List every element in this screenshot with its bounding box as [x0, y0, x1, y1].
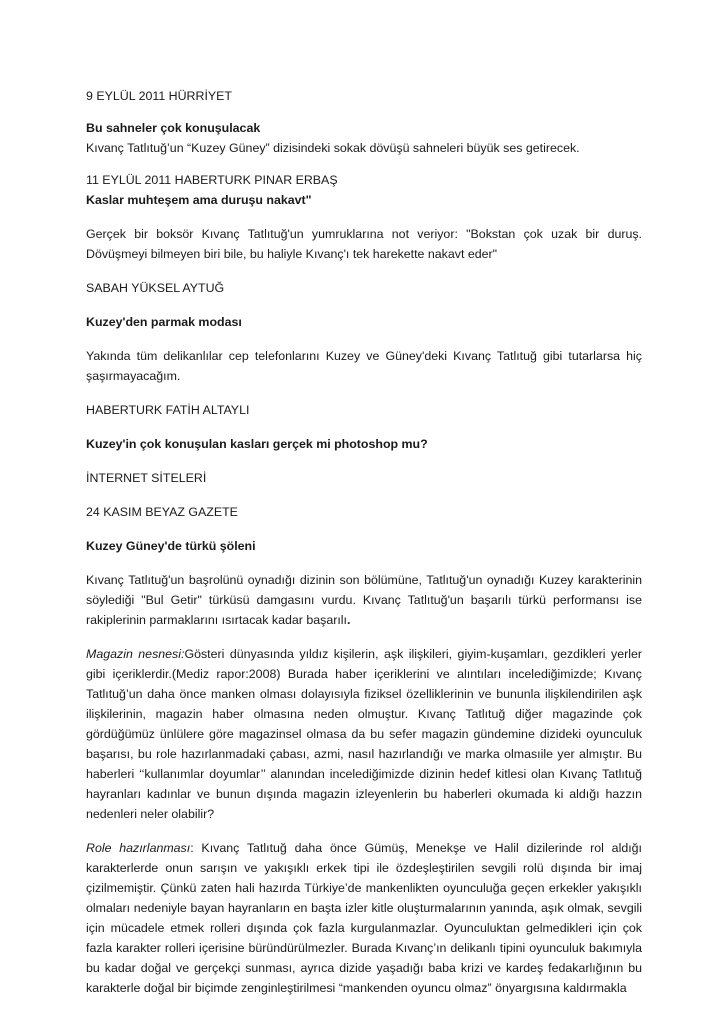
role-label: Role hazırlanması [86, 841, 191, 855]
haberturk-quote: Gerçek bir boksör Kıvanç Tatlıtuğ'un yumruklarına not veriyor: "Bokstan çok uzak bir duruş. Dövüşmeyi bilmeyen biri bile, bu haliyle Kıvanç'ı tek harekette nakavt eder" [86, 227, 642, 261]
magazin-label: Magazin nesnesi: [86, 647, 185, 661]
altayli-source: HABERTURK FATİH ALTAYLI [86, 403, 250, 417]
magazin-paragraph [86, 644, 642, 824]
altayli-headline: Kuzey'in çok konuşulan kasları gerçek mi photoshop mu? [86, 437, 428, 451]
sabah-headline: Kuzey'den parmak modası [86, 315, 242, 329]
date-hurriyet: 9 EYLÜL 2011 HÜRRİYET [86, 89, 232, 103]
date-haberturk: 11 EYLÜL 2011 HABERTURK PINAR ERBAŞ [86, 173, 338, 187]
hurriyet-headline: Bu sahneler çok konuşulacak [86, 121, 261, 135]
document-page [86, 86, 642, 998]
beyaz-text-end: . [347, 613, 351, 627]
role-text: : Kıvanç Tatlıtuğ daha önce Gümüş, Menekşe ve Halil dizilerinde rol aldığı karakterlerde onun sarışın ve yakışıklı erkek tipi ile özdeşleştirilen sevgili rolü dışında bir imaj çizilmemiştir. Çünkü zaten hali hazırda Türkiye’de mankenlikten oyunculuğa geçen erkekler yakışıklı olmaları nedeniyle bayan hayranların en başta izler kitle oluşturmalarının yanında, aşık olmak, sevgili için mücadele etmek rolleri dışında çok fazla kurgulanmazlar. Oyunculuktan gelmedikleri için çok fazla karakter rolleri içerisine büründürülmezler. Burada Kıvanç’ın delikanlı tipini oyunculuk bakımıyla bu kadar doğal ve gerçekçi sunması, ayrıca dizide yaşadığı baba krizi ve kardeş fedakarlığının bu karakterle doğal bir biçimde zenginleştirilmesi “mankenden oyuncu olmaz” önyargısına kaldırmakla [86, 841, 642, 995]
haberturk-headline: Kaslar muhteşem ama duruşu nakavt" [86, 193, 312, 207]
beyaz-text [86, 570, 642, 630]
sabah-text: Yakında tüm delikanlılar cep telefonlarını Kuzey ve Güney'deki Kıvanç Tatlıtuğ gibi tutarlarsa hiç şaşırmayacağım. [86, 349, 642, 383]
sabah-source: SABAH YÜKSEL AYTUĞ [86, 281, 225, 295]
hurriyet-line: Kıvanç Tatlıtuğ’un “Kuzey Güney” dizisindeki sokak dövüşü sahneleri büyük ses getirecek. [86, 141, 580, 155]
magazin-text: Gösteri dünyasında yıldız kişilerin, aşk ilişkileri, giyim-kuşamları, gezdikleri yerler gibi içeriklerdir.(Mediz rapor:2008) Burada haber içeriklerini ve alıntıları incelediğimizde; Kıvanç Tatlıtuğ’un daha önce manken olması dolayısıyla fiziksel özelliklerinin ve bununla ilişkilendirilen aşk ilişkilerinin, magazin haber olmasına neden olmuştur. Kıvanç Tatlıtuğ diğer magazinde çok gördüğümüz ünlülere göre magazinsel olmasa da bu sefer magazin gündemine dizideki oyunculuk başarısı, bu role hazırlanmadaki çabası, azmi, nasıl hazırlandığı ve marka olmasıile yer almıştır. Bu haberleri ‘‘kullanımlar doyumlar’’ alanından incelediğimizde dizinin hedef kitlesi olan Kıvanç Tatlıtuğ hayranları kadınlar ve bunun dışında magazin izleyenlerin bu haberleri okumada ki aldığı hazzın nedenleri neler olabilir? [86, 647, 642, 821]
beyaz-date: 24 KASIM BEYAZ GAZETE [86, 505, 238, 519]
beyaz-headline: Kuzey Güney'de türkü şöleni [86, 539, 256, 553]
internet-sites-heading: İNTERNET SİTELERİ [86, 471, 207, 485]
role-paragraph [86, 838, 642, 998]
beyaz-text-body: Kıvanç Tatlıtuğ'un başrolünü oynadığı dizinin son bölümüne, Tatlıtuğ'un oynadığı Kuzey karakterinin söylediği "Bul Getir" türküsü damgasını vurdu. Kıvanç Tatlıtuğ'un başarılı türkü performansı ise rakiplerinin parmaklarını ısırtacak kadar başarılı [86, 573, 642, 627]
